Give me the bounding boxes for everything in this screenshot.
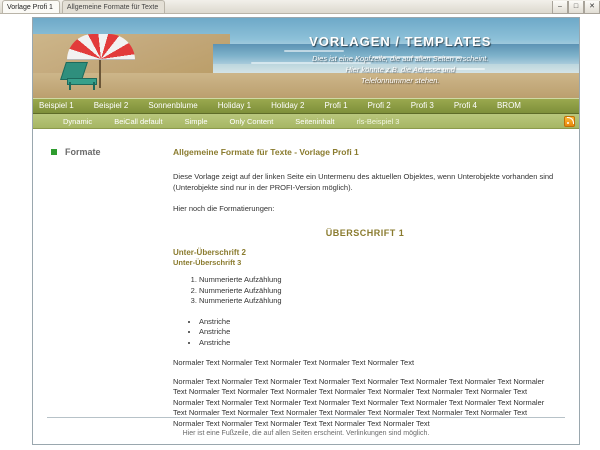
subnav-item-beicall-default[interactable]: BeiCall default: [114, 116, 163, 126]
browser-tab-1[interactable]: Allgemeine Formate für Texte: [62, 0, 165, 13]
nav-item-holiday-2[interactable]: Holiday 2: [271, 101, 305, 110]
bullet-list: [173, 317, 557, 349]
subnav-item-simple[interactable]: Simple: [184, 116, 208, 126]
main-content: [161, 129, 579, 428]
sidebar: [33, 129, 161, 417]
umbrella-icon: [67, 34, 135, 60]
heading-level-1: ÜBERSCHRIFT 1: [325, 228, 405, 238]
subnav-item-only-content[interactable]: Only Content: [229, 116, 274, 126]
list-item: • Anstriche: [199, 317, 557, 328]
rss-icon[interactable]: [564, 116, 575, 127]
nav-item-holiday-1[interactable]: Holiday 1: [217, 101, 252, 110]
body-paragraph-short: Normaler Text Normaler Text Normaler Text Normaler Text Normaler Text: [173, 358, 415, 367]
footer-text: Hier ist eine Fußzeile, die auf allen Seiten erscheint. Verlinkungen sind möglich.: [182, 430, 430, 437]
banner-subtitle-line-2: Hier könnte z.B. die Adresse und: [345, 65, 455, 74]
nav-item-brom[interactable]: BROM: [496, 101, 521, 110]
content-area: [33, 129, 579, 428]
intro-paragraph: Diese Vorlage zeigt auf der linken Seite ein Untermenu des aktuellen Objektes, wenn Unterobjekte vorhanden sind (Unterobjekte sind nur in der PROFI-Version möglich).: [173, 172, 554, 192]
header-banner: [33, 18, 579, 98]
site-container: [32, 17, 580, 445]
list-item: • Anstriche: [199, 327, 557, 338]
page-canvas: [0, 14, 600, 450]
browser-tab-0[interactable]: Vorlage Profi 1: [2, 0, 60, 13]
banner-subtitle-line-1: Dies ist eine Kopfzeile, die auf allen Seiten erscheint.: [312, 54, 489, 63]
close-button[interactable]: ✕: [584, 1, 600, 14]
window-controls: [552, 0, 600, 14]
list-item: 3. Nummerierte Aufzählung: [199, 296, 557, 307]
sidebar-item-formate[interactable]: [51, 147, 161, 157]
site-title: VORLAGEN / TEMPLATES: [309, 34, 492, 49]
body-paragraph-long: Normaler Text Normaler Text Normaler Text Normaler Text Normaler Text Normaler Text Normaler Text Normaler Text Normaler Text Normaler Text Normaler Text Normaler Text Normaler Text Normaler Text Normaler Text Normaler Text Normaler Text Normaler Text Normaler Text Normaler Text Normaler Text Normaler Text Normaler Text Normaler Text Normaler Text Normaler Text Normaler Text Normaler Text Normaler Text Normaler Text Normaler Text Normaler Text Normaler Text Text Normaler Text Normaler Text: [173, 376, 545, 428]
primary-navigation: [33, 98, 579, 114]
heading-level-3: Unter-Überschrift 3: [173, 258, 242, 267]
subnav-item-dynamic[interactable]: Dynamic: [63, 116, 93, 126]
deckchair-icon: [61, 62, 101, 90]
deckchair-leg: [93, 82, 95, 90]
beach-umbrella-chair-illustration: [55, 28, 135, 94]
heading-level-2: Unter-Überschrift 2: [173, 248, 246, 257]
nav-item-profi-4[interactable]: Profi 4: [453, 101, 477, 110]
sidebar-item-label: Formate: [65, 147, 101, 157]
green-square-bullet-icon: [51, 149, 57, 155]
nav-item-beispiel-2[interactable]: Beispiel 2: [93, 101, 129, 110]
banner-text-block: [230, 34, 571, 86]
maximize-button[interactable]: □: [568, 1, 584, 14]
list-item: 1. Nummerierte Aufzählung: [199, 275, 557, 286]
deckchair-leg: [69, 82, 71, 90]
banner-subtitle-line-3: Telefonnummer stehen.: [361, 76, 440, 85]
nav-item-profi-2[interactable]: Profi 2: [367, 101, 391, 110]
browser-tab-strip: [0, 0, 600, 14]
secondary-navigation: [33, 114, 579, 129]
subnav-item-seiteninhalt[interactable]: Seiteninhalt: [295, 116, 335, 126]
nav-item-beispiel-1[interactable]: Beispiel 1: [39, 101, 74, 110]
minimize-button[interactable]: –: [552, 1, 568, 14]
nav-item-profi-1[interactable]: Profi 1: [324, 101, 348, 110]
list-item: 2. Nummerierte Aufzählung: [199, 286, 557, 297]
nav-item-sonnenblume[interactable]: Sonnenblume: [148, 101, 198, 110]
subnav-item-rls-beispiel-3[interactable]: rls-Beispiel 3: [356, 116, 400, 126]
nav-item-profi-3[interactable]: Profi 3: [410, 101, 434, 110]
intro-paragraph-2: Hier noch die Formatierungen:: [173, 204, 275, 213]
numbered-list: [173, 275, 557, 307]
page-title: Allgemeine Formate für Texte - Vorlage Profi 1: [173, 147, 359, 157]
list-item: • Anstriche: [199, 338, 557, 349]
